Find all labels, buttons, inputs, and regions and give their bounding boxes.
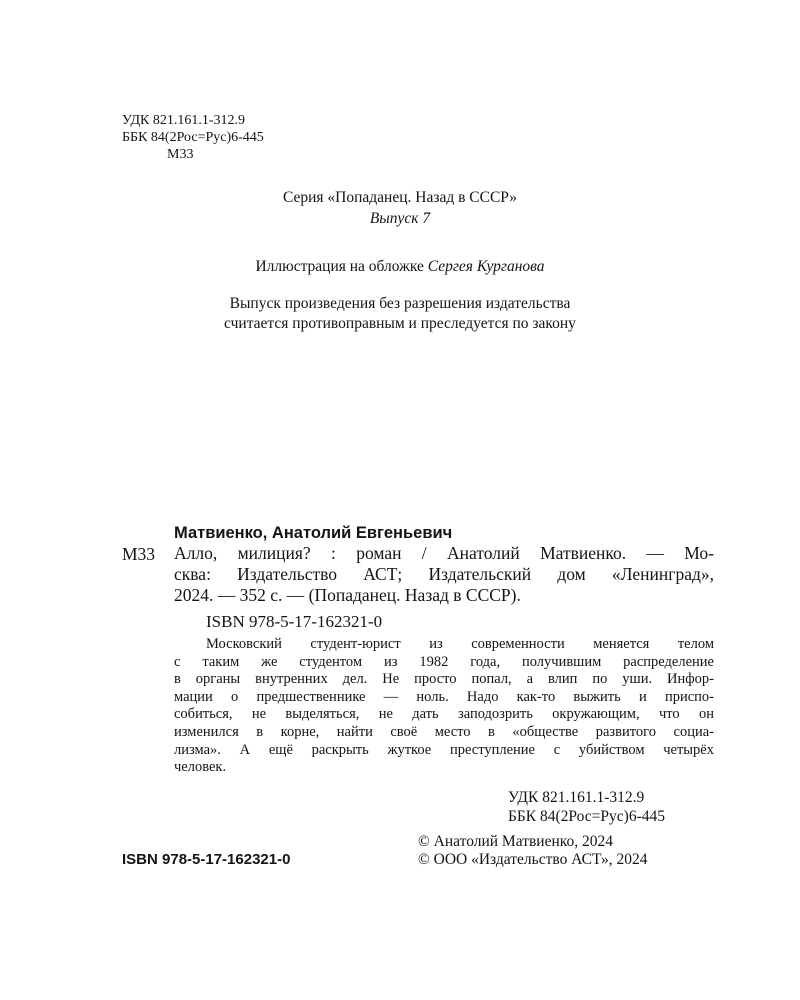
illustration-artist: Сергея Курганова <box>427 258 545 275</box>
annotation-line: с таким же студентом из 1982 года, получившим распределение <box>174 653 714 670</box>
udk-code: УДК 821.161.1-312.9 <box>122 113 246 128</box>
annotation-line: человек. <box>174 759 227 776</box>
catalog-description <box>174 543 714 606</box>
copyright-author: © Анатолий Матвиенко, 2024 <box>418 833 613 850</box>
bottom-isbn: ISBN 978-5-17-162321-0 <box>122 851 291 868</box>
illustration-credit <box>0 259 800 275</box>
annotation-line: Московский студент-юрист из современности меняется телом <box>206 636 714 652</box>
series-issue: Выпуск 7 <box>369 210 431 227</box>
series-title: Серия «Попаданец. Назад в СССР» <box>282 189 518 206</box>
legal-notice-line2: считается противоправным и преследуется по закону <box>224 315 576 332</box>
annotation-line: в органы внутренних дел. Не просто попал, а влип по уши. Инфор- <box>174 671 714 688</box>
bottom-udk-code: УДК 821.161.1-312.9 <box>508 789 645 806</box>
bbk-code: ББК 84(2Рос=Рус)6-445 <box>122 130 264 145</box>
annotation-line: лизма». А ещё раскрыть жуткое преступление с убийством четырёх <box>174 741 714 758</box>
author-mark-code: М33 <box>167 147 194 162</box>
catalog-desc-line: Алло, милиция? : роман / Анатолий Матвиенко. — Мо- <box>174 543 714 563</box>
bottom-bbk-code: ББК 84(2Рос=Рус)6-445 <box>508 808 665 825</box>
illustration-prefix: Иллюстрация на обложке <box>255 258 428 275</box>
catalog-mark: М33 <box>122 544 156 564</box>
book-annotation <box>174 636 714 777</box>
catalog-desc-line: 2024. — 352 с. — (Попаданец. Назад в СССР). <box>174 585 521 605</box>
annotation-line: собиться, не выделяться, не дать заподозрить окружающим, что он <box>174 706 714 723</box>
catalog-author-heading: Матвиенко, Анатолий Евгеньевич <box>174 524 453 542</box>
annotation-line: мации о предшественнике — ноль. Надо как-то выжить и приспо- <box>174 688 714 705</box>
legal-notice-line1: Выпуск произведения без разрешения издательства <box>229 295 571 312</box>
catalog-desc-line: сква: Издательство АСТ; Издательский дом «Ленинград», <box>174 564 714 584</box>
copyright-publisher: © ООО «Издательство АСТ», 2024 <box>418 851 648 868</box>
catalog-isbn: ISBN 978-5-17-162321-0 <box>206 612 383 631</box>
annotation-line: изменился в корне, найти своё место в «обществе развитого социа- <box>174 723 714 740</box>
